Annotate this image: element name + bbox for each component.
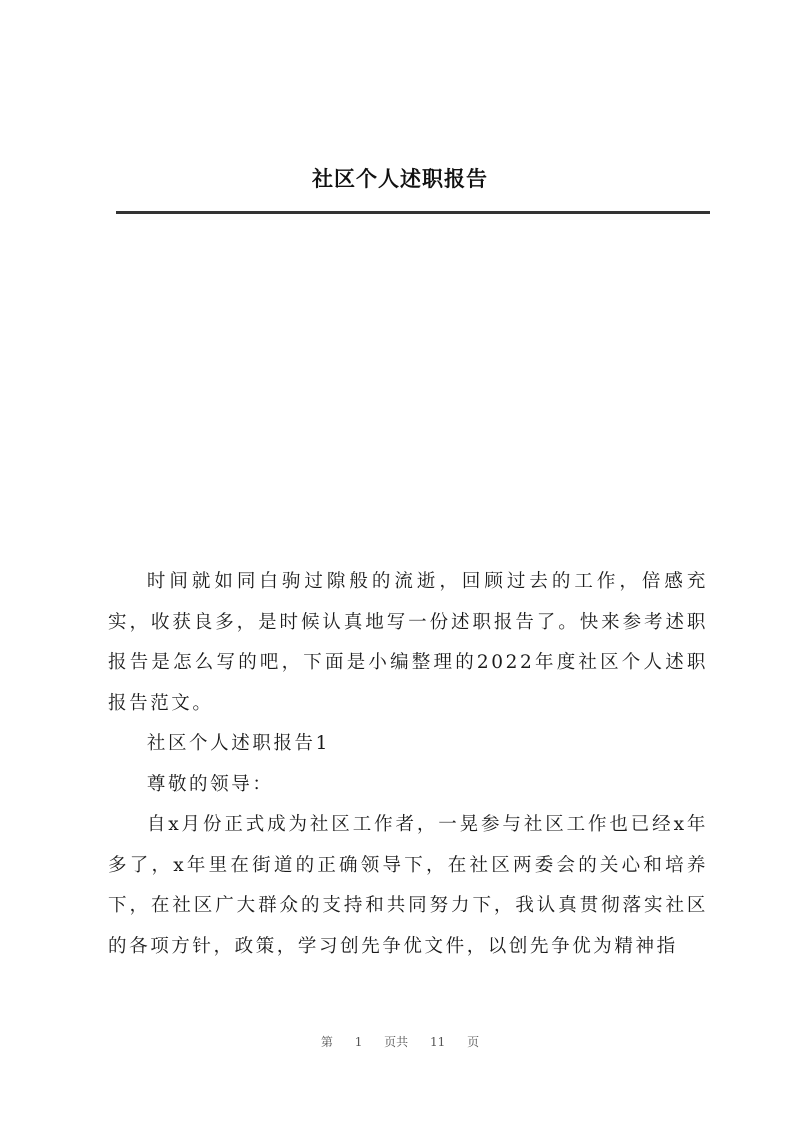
- document-title: 社区个人述职报告: [312, 166, 488, 191]
- document-body: [108, 562, 708, 967]
- page-label-mid: 页共: [384, 1035, 409, 1049]
- salutation: 尊敬的领导：: [146, 773, 274, 795]
- page-footer: [0, 1033, 800, 1050]
- current-page-number: 1: [354, 1035, 363, 1049]
- page-label-prefix: 第: [320, 1035, 333, 1049]
- page-label-suffix: 页: [467, 1035, 480, 1049]
- body-paragraph: 自x月份正式成为社区工作者，一晃参与社区工作也已经x年多了，x年里在街道的正确领导下，在社区两委会的关心和培养下，在社区广大群众的支持和共同努力下，我认真贯彻落实社区的各项方针，政策，学习创先争优文件，以创先争优为精神指: [108, 814, 708, 957]
- title-underline: [116, 211, 710, 214]
- total-pages-number: 11: [430, 1035, 446, 1049]
- section-heading: 社区个人述职报告1: [146, 733, 331, 754]
- intro-paragraph: 时间就如同白驹过隙般的流逝，回顾过去的工作，倍感充实，收获良多，是时候认真地写一份述职报告了。快来参考述职报告是怎么写的吧，下面是小编整理的2022年度社区个人述职报告范文。: [108, 571, 708, 714]
